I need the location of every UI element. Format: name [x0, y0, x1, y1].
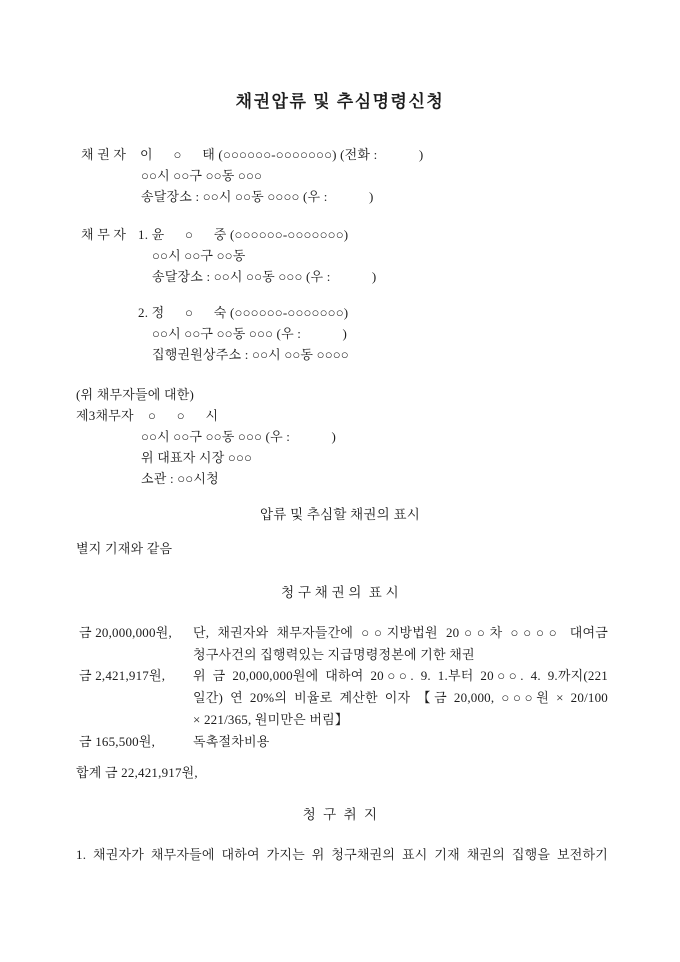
third-debtor-jurisdiction: 소관 : ○○시청: [141, 471, 219, 486]
claim-item-2-desc-line3: × 221/365, 원미만은 버림】: [193, 712, 349, 727]
creditor-label: 채 권 자: [81, 147, 127, 162]
third-debtor-note: (위 채무자들에 대한): [76, 387, 195, 402]
debtor-label: 채 무 자: [81, 227, 127, 242]
debtor1-name: 1. 윤 ○ 중 (○○○○○○-○○○○○○○): [138, 227, 349, 242]
claim-item-2-desc-line1: 위 금 20,000,000원에 대하여 20○○. 9. 1.부터 20○○. 4. 9.까지(221: [193, 668, 608, 683]
claim-item-3-desc-line1: 독촉절차비용: [193, 734, 270, 749]
debtor2-name: 2. 정 ○ 숙 (○○○○○○-○○○○○○○): [138, 305, 349, 320]
purpose-section-heading: 청 구 취 지: [302, 807, 378, 822]
purpose-section-body: 1. 채권자가 채무자들에 대하여 가지는 위 청구채권의 표시 기재 채권의 집행을 보전하기: [76, 847, 608, 862]
claim-total: 합계 금 22,421,917원,: [76, 765, 198, 780]
seizure-section-body: 별지 기재와 같음: [76, 541, 173, 556]
claim-item-2-desc-line2: 일간) 연 20%의 비율로 계산한 이자 【금 20,000, ○○○원 × 20/100: [193, 690, 608, 705]
third-debtor-label: 제3채무자: [76, 408, 134, 423]
third-debtor-address: ○○시 ○○구 ○○동 ○○○ (우 : ): [141, 429, 337, 444]
claim-item-1-desc-line2: 청구사건의 집행력있는 지급명령정본에 기한 채권: [193, 647, 475, 662]
third-debtor-representative: 위 대표자 시장 ○○○: [141, 450, 253, 465]
debtor2-exec-title-address: 집행권원상주소 : ○○시 ○○동 ○○○○: [152, 347, 349, 362]
debtor2-address: ○○시 ○○구 ○○동 ○○○ (우 : ): [152, 326, 348, 341]
creditor-address: ○○시 ○○구 ○○동 ○○○: [141, 168, 263, 183]
debtor1-service-address: 송달장소 : ○○시 ○○동 ○○○ (우 : ): [152, 269, 377, 284]
claim-section-heading: 청 구 채 권 의 표 시: [281, 585, 399, 600]
seizure-section-heading: 압류 및 추심할 채권의 표시: [260, 507, 420, 522]
claim-item-3-amount: 금 165,500원,: [79, 734, 156, 749]
claim-item-2-amount: 금 2,421,917원,: [79, 668, 166, 683]
third-debtor-name: ○ ○ 시: [148, 408, 219, 423]
claim-item-1-desc-line1: 단, 채권자와 채무자들간에 ○○지방법원 20○○차 ○○○○ 대여금: [193, 625, 608, 640]
document-title: 채권압류 및 추심명령신청: [235, 92, 445, 111]
claim-item-1-amount: 금 20,000,000원,: [79, 625, 172, 640]
creditor-name: 이 ○ 태 (○○○○○○-○○○○○○○) (전화 : ): [140, 147, 424, 162]
debtor1-address: ○○시 ○○구 ○○동: [152, 248, 246, 263]
creditor-service-address: 송달장소 : ○○시 ○○동 ○○○○ (우 : ): [141, 189, 374, 204]
